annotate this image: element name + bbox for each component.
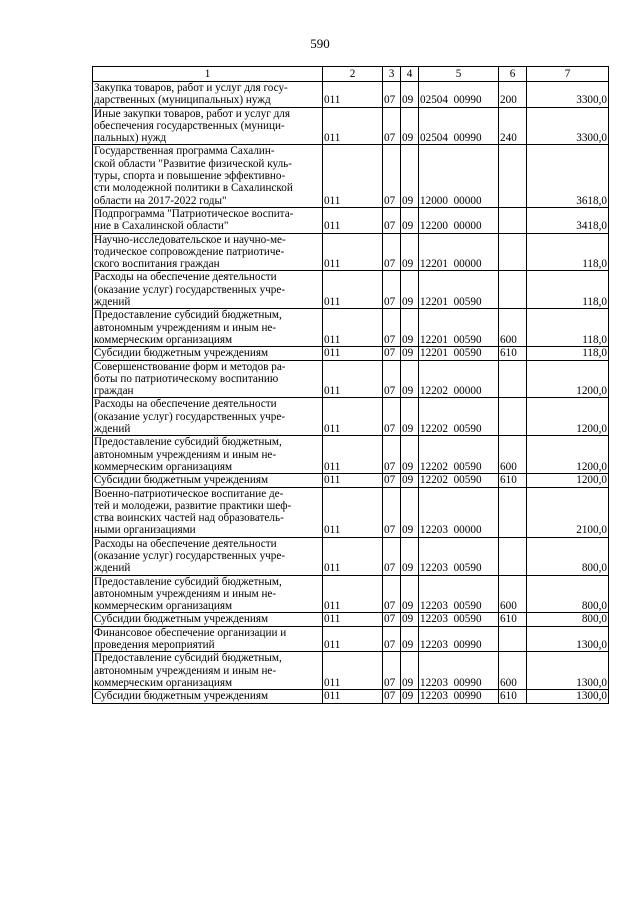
section-code-cell: 07 [383,233,401,271]
column-header: 5 [419,67,499,82]
subsection-code-cell: 09 [401,271,419,309]
target-article-cell: 12203 00000 [419,487,499,537]
row-name-cell [93,107,323,145]
row-name-cell [93,537,323,575]
amount-cell: 3618,0 [527,145,609,207]
target-article-cell: 12203 00990 [419,690,499,703]
ministry-code-cell: 011 [323,233,383,271]
row-name-line: боты по патриотическому воспитанию [94,372,279,385]
table-row [93,487,609,537]
amount-cell: 118,0 [527,271,609,309]
table-row [93,575,609,613]
ministry-code-cell: 011 [323,474,383,487]
row-name-line: тодическое сопровождение патриотиче- [94,245,285,258]
target-article-cell: 12203 00990 [419,626,499,652]
expense-type-cell: 610 [499,347,527,360]
section-code-cell: 07 [383,575,401,613]
row-name-cell [93,436,323,474]
target-article-cell: 12203 00590 [419,575,499,613]
ministry-code-cell: 011 [323,652,383,690]
section-code-cell: 07 [383,207,401,233]
table-row [93,271,609,309]
row-name-line: пальных) нужд [94,132,167,145]
ministry-code-cell: 011 [323,347,383,360]
row-name-line: тей и молодежи, развитие практики шеф- [94,499,292,512]
target-article-cell: 12203 00990 [419,652,499,690]
subsection-code-cell: 09 [401,233,419,271]
expense-type-cell: 600 [499,309,527,347]
row-name-line: ние в Сахалинской области" [94,220,229,233]
row-name-line: Научно-исследовательское и научно-ме- [94,233,286,246]
amount-cell: 1300,0 [527,652,609,690]
ministry-code-cell: 011 [323,613,383,626]
row-name-line: Субсидии бюджетным учреждениям [94,613,269,626]
section-code-cell: 07 [383,436,401,474]
expense-type-cell [499,398,527,436]
amount-cell: 118,0 [527,347,609,360]
row-name-cell [93,233,323,271]
table-row [93,107,609,145]
target-article-cell: 12202 00590 [419,436,499,474]
row-name-line: ской области "Развитие физической куль- [94,157,292,170]
expense-type-cell: 610 [499,690,527,703]
expense-type-cell: 600 [499,436,527,474]
table-row [93,613,609,626]
expense-type-cell [499,487,527,537]
subsection-code-cell: 09 [401,309,419,347]
row-name-line: Расходы на обеспечение деятельности [94,398,277,411]
ministry-code-cell: 011 [323,487,383,537]
table-row [93,690,609,703]
table-row [93,537,609,575]
expense-type-cell: 240 [499,107,527,145]
ministry-code-cell: 011 [323,309,383,347]
table-row [93,207,609,233]
expense-type-cell: 600 [499,575,527,613]
section-code-cell: 07 [383,107,401,145]
section-code-cell: 07 [383,487,401,537]
subsection-code-cell: 09 [401,474,419,487]
subsection-code-cell: 09 [401,145,419,207]
target-article-cell: 12203 00590 [419,537,499,575]
expense-type-cell [499,145,527,207]
table-row [93,82,609,108]
ministry-code-cell: 011 [323,360,383,398]
row-name-line: туры, спорта и повышение эффективно- [94,170,286,183]
ministry-code-cell: 011 [323,82,383,108]
column-header: 6 [499,67,527,82]
expense-type-cell [499,626,527,652]
subsection-code-cell: 09 [401,347,419,360]
row-name-line: области на 2017-2022 годы" [94,194,227,207]
amount-cell: 1200,0 [527,398,609,436]
ministry-code-cell: 011 [323,398,383,436]
table-row [93,347,609,360]
subsection-code-cell: 09 [401,575,419,613]
target-article-cell: 12201 00590 [419,271,499,309]
row-name-line: Государственная программа Сахалин- [94,145,275,158]
column-header: 7 [527,67,609,82]
row-name-line: ждений [94,423,131,436]
section-code-cell: 07 [383,474,401,487]
section-code-cell: 07 [383,271,401,309]
section-code-cell: 07 [383,537,401,575]
row-name-line: проведения мероприятий [94,639,215,652]
ministry-code-cell: 011 [323,271,383,309]
row-name-cell [93,575,323,613]
ministry-code-cell: 011 [323,575,383,613]
subsection-code-cell: 09 [401,487,419,537]
row-name-line: (оказание услуг) государственных учре- [94,283,286,296]
amount-cell: 800,0 [527,575,609,613]
table-row [93,145,609,207]
row-name-line: Субсидии бюджетным учреждениям [94,474,269,487]
row-name-line: Предоставление субсидий бюджетным, [94,575,282,588]
table-row [93,626,609,652]
subsection-code-cell: 09 [401,82,419,108]
row-name-line: автономным учреждениям и иным не- [94,664,277,677]
section-code-cell: 07 [383,347,401,360]
row-name-line: обеспечения государственных (муници- [94,119,285,132]
row-name-line: Субсидии бюджетным учреждениям [94,347,269,360]
section-code-cell: 07 [383,626,401,652]
row-name-line: сти молодежной политики в Сахалинской [94,182,293,195]
target-article-cell: 02504 00990 [419,82,499,108]
subsection-code-cell: 09 [401,690,419,703]
table-row [93,398,609,436]
amount-cell: 1300,0 [527,626,609,652]
row-name-line: коммерческим организациям [94,460,233,473]
target-article-cell: 12201 00590 [419,347,499,360]
section-code-cell: 07 [383,398,401,436]
column-header-row [93,67,609,82]
target-article-cell: 12202 00590 [419,398,499,436]
amount-cell: 800,0 [527,613,609,626]
row-name-cell [93,652,323,690]
row-name-cell [93,82,323,108]
row-name-line: ждений [94,296,131,309]
subsection-code-cell: 09 [401,436,419,474]
expense-type-cell [499,207,527,233]
row-name-cell [93,207,323,233]
subsection-code-cell: 09 [401,107,419,145]
row-name-line: Предоставление субсидий бюджетным, [94,309,282,322]
subsection-code-cell: 09 [401,537,419,575]
table-row [93,309,609,347]
target-article-cell: 02504 00990 [419,107,499,145]
amount-cell: 118,0 [527,233,609,271]
amount-cell: 3300,0 [527,107,609,145]
ministry-code-cell: 011 [323,207,383,233]
column-header: 1 [93,67,323,82]
row-name-line: Предоставление субсидий бюджетным, [94,652,282,665]
row-name-cell [93,309,323,347]
ministry-code-cell: 011 [323,107,383,145]
section-code-cell: 07 [383,360,401,398]
expense-type-cell [499,233,527,271]
expense-type-cell: 610 [499,474,527,487]
row-name-line: Предоставление субсидий бюджетным, [94,436,282,449]
row-name-line: (оказание услуг) государственных учре- [94,549,286,562]
table-row [93,233,609,271]
row-name-line: коммерческим организациям [94,333,233,346]
ministry-code-cell: 011 [323,436,383,474]
table-row [93,360,609,398]
subsection-code-cell: 09 [401,398,419,436]
amount-cell: 3300,0 [527,82,609,108]
expense-type-cell: 610 [499,613,527,626]
row-name-line: Финансовое обеспечение организации и [94,626,287,639]
amount-cell: 1300,0 [527,690,609,703]
column-header: 4 [401,67,419,82]
target-article-cell: 12000 00000 [419,145,499,207]
row-name-cell [93,487,323,537]
row-name-line: граждан [94,385,134,398]
page-number: 590 [310,36,330,51]
subsection-code-cell: 09 [401,207,419,233]
subsection-code-cell: 09 [401,652,419,690]
amount-cell: 800,0 [527,537,609,575]
row-name-line: автономным учреждениям и иным не- [94,321,277,334]
section-code-cell: 07 [383,690,401,703]
row-name-cell [93,690,323,703]
row-name-line: (оказание услуг) государственных учре- [94,410,286,423]
amount-cell: 1200,0 [527,474,609,487]
expense-type-cell: 600 [499,652,527,690]
row-name-cell [93,360,323,398]
section-code-cell: 07 [383,613,401,626]
row-name-cell [93,626,323,652]
table-row [93,652,609,690]
row-name-line: Совершенствование форм и методов ра- [94,360,286,373]
row-name-cell [93,398,323,436]
target-article-cell: 12202 00590 [419,474,499,487]
table-body [93,82,609,704]
subsection-code-cell: 09 [401,626,419,652]
target-article-cell: 12203 00590 [419,613,499,626]
row-name-cell [93,271,323,309]
row-name-line: ского воспитания граждан [94,258,220,271]
section-code-cell: 07 [383,145,401,207]
expense-type-cell [499,537,527,575]
target-article-cell: 12201 00590 [419,309,499,347]
expense-type-cell [499,271,527,309]
column-header: 2 [323,67,383,82]
section-code-cell: 07 [383,82,401,108]
row-name-line: дарственных (муниципальных) нужд [94,94,271,107]
ministry-code-cell: 011 [323,537,383,575]
amount-cell: 1200,0 [527,436,609,474]
subsection-code-cell: 09 [401,360,419,398]
row-name-cell [93,613,323,626]
row-name-line: Подпрограмма "Патриотическое воспита- [94,207,294,220]
row-name-cell [93,347,323,360]
row-name-line: Военно-патриотическое воспитание де- [94,487,284,500]
target-article-cell: 12201 00000 [419,233,499,271]
row-name-line: автономным учреждениям и иным не- [94,587,277,600]
row-name-line: Расходы на обеспечение деятельности [94,271,277,284]
row-name-cell [93,474,323,487]
expense-type-cell [499,360,527,398]
row-name-cell [93,145,323,207]
section-code-cell: 07 [383,652,401,690]
amount-cell: 1200,0 [527,360,609,398]
ministry-code-cell: 011 [323,690,383,703]
row-name-line: коммерческим организациям [94,676,233,689]
amount-cell: 2100,0 [527,487,609,537]
table-row [93,436,609,474]
target-article-cell: 12202 00000 [419,360,499,398]
table-row [93,474,609,487]
row-name-line: ства воинских частей над образователь- [94,512,284,525]
row-name-line: Субсидии бюджетным учреждениям [94,690,269,703]
row-name-line: ждений [94,562,131,575]
subsection-code-cell: 09 [401,613,419,626]
budget-table [92,66,609,704]
row-name-line: Расходы на обеспечение деятельности [94,537,277,550]
row-name-line: ными организациями [94,524,196,537]
column-header: 3 [383,67,401,82]
ministry-code-cell: 011 [323,145,383,207]
row-name-line: коммерческим организациям [94,600,233,613]
expense-type-cell: 200 [499,82,527,108]
amount-cell: 118,0 [527,309,609,347]
row-name-line: Закупка товаров, работ и услуг для госу- [94,82,288,94]
section-code-cell: 07 [383,309,401,347]
row-name-line: Иные закупки товаров, работ и услуг для [94,107,291,120]
ministry-code-cell: 011 [323,626,383,652]
row-name-line: автономным учреждениям и иным не- [94,448,277,461]
amount-cell: 3418,0 [527,207,609,233]
target-article-cell: 12200 00000 [419,207,499,233]
